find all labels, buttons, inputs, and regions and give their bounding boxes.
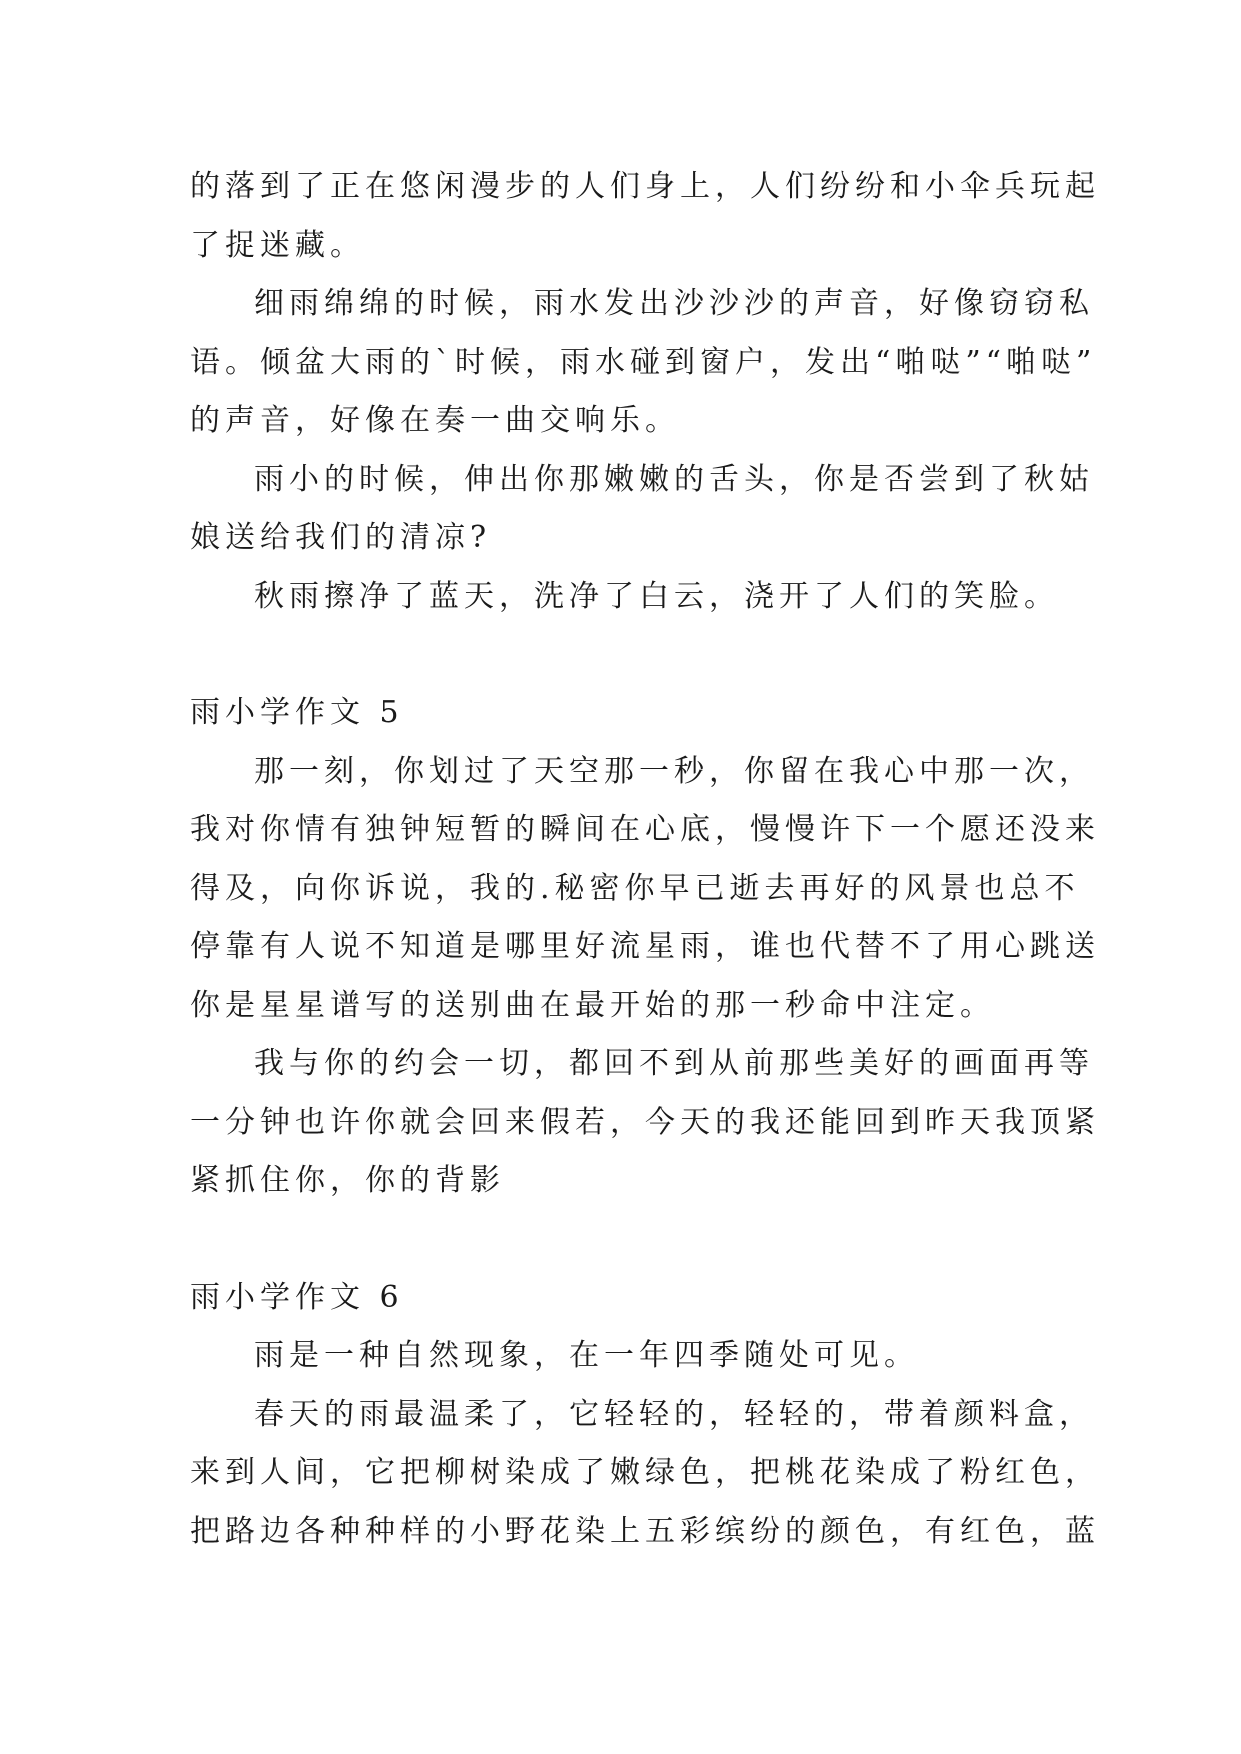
- paragraph-line: 紧抓住你，你的背影: [190, 1163, 505, 1198]
- paragraph-line: 的声音，好像在奏一曲交响乐。: [190, 403, 680, 438]
- section-heading: 雨小学作文 5: [190, 695, 404, 730]
- section-gap: [190, 1211, 1062, 1269]
- paragraph-line: 来到人间，它把柳树染成了嫩绿色，把桃花染成了粉红色，: [190, 1455, 1100, 1490]
- paragraph-line: 那一刻，你划过了天空那一秒，你留在我心中那一次，: [254, 753, 1094, 789]
- paragraph-line: 停靠有人说不知道是哪里好流星雨，谁也代替不了用心跳送: [190, 929, 1100, 964]
- paragraph-line: 得及，向你诉说，我的.秘密你早已逝去再好的风景也总不: [190, 870, 1080, 906]
- paragraph-line: 娘送给我们的清凉?: [190, 520, 492, 555]
- section-gap: [190, 626, 1062, 684]
- paragraph-line: 我对你情有独钟短暂的瞬间在心底，慢慢许下一个愿还没来: [190, 812, 1100, 847]
- paragraph-line: 雨是一种自然现象，在一年四季随处可见。: [254, 1338, 919, 1373]
- paragraph-line: 你是星星谱写的送别曲在最开始的那一秒命中注定。: [190, 987, 995, 1023]
- paragraph-line: 一分钟也许你就会回来假若，今天的我还能回到昨天我顶紧: [190, 1104, 1100, 1140]
- paragraph-line: 的落到了正在悠闲漫步的人们身上，人们纷纷和小伞兵玩起: [190, 169, 1100, 204]
- paragraph-line: 了捉迷藏。: [190, 227, 365, 263]
- document-body: [190, 158, 1100, 1561]
- paragraph-line: 语。倾盆大雨的`时候，雨水碰到窗户，发出“啪哒”“啪哒”: [190, 344, 1097, 380]
- paragraph-line: 我与你的约会一切，都回不到从前那些美好的画面再等: [254, 1046, 1094, 1081]
- paragraph-line: 细雨绵绵的时候，雨水发出沙沙沙的声音，好像窃窃私: [254, 286, 1094, 321]
- section-heading: 雨小学作文 6: [190, 1279, 404, 1315]
- paragraph-line: 春天的雨最温柔了，它轻轻的，轻轻的，带着颜料盒，: [254, 1396, 1094, 1432]
- paragraph-line: 雨小的时候，伸出你那嫩嫩的舌头，你是否尝到了秋姑: [254, 461, 1094, 497]
- paragraph-line: 秋雨擦净了蓝天，洗净了白云，浇开了人们的笑脸。: [254, 578, 1059, 614]
- paragraph-line: 把路边各种种样的小野花染上五彩缤纷的颜色，有红色，蓝: [190, 1513, 1100, 1549]
